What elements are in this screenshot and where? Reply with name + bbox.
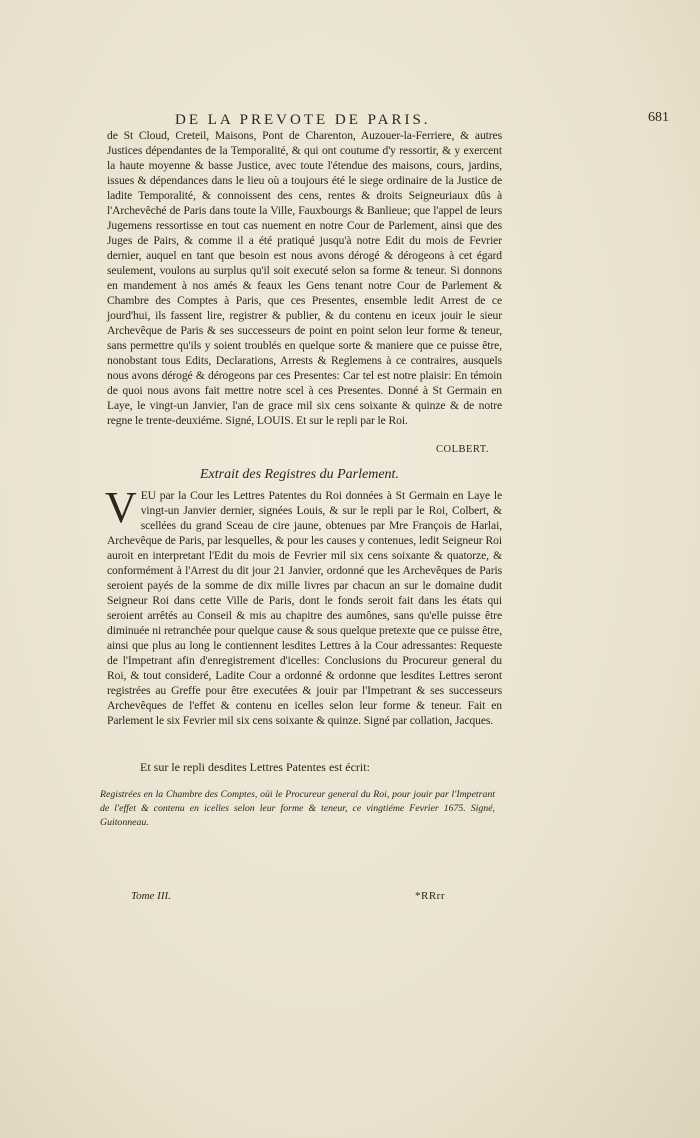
running-head: DE LA PREVOTE DE PARIS. (175, 112, 431, 128)
signature-mark: *RRrr (415, 890, 445, 902)
paragraph-parlement-text: EU par la Cour les Lettres Patentes du Roi données à St Germain en Laye le vingt-un Janvier dernier, signées Louis, & sur le repli par le Roi, Colbert, & scellées du grand Sceau de cire jaune, obtenues par Mre François de Harlai, Archevêque de Paris, par lesquelles, & pour les causes y contenues, ledit Seigneur Roi auroit en interpretant l'Edit du mois de Fevrier mil six cens soixante & quatorze, & conformément à l'Arrest du dit jour 21 Janvier, ordonné que les Archevêques de Paris seroient payés de la somme de dix mille livres par chacun an sur le domaine dudit Seigneur Roi dans cette Ville de Paris, dont le fonds seroit fait dans les états qui seroient arrêtés au Conseil & mis au chapitre des aumônes, sans qu'elle puisse être diminuée ni retranchée pour quelque cause & sous quelque pretexte que ce puisse être, ainsi que plus au long le contiennent lesdites Lettres à la Cour adressantes: Requeste de l'Impetrant afin d'enregistrement d'icelles: Conclusions du Procureur general du Roi, & tout consideré, Ladite Cour a ordonné & ordonne que lesdites Lettres seront registrées au Greffe pour être executées & jouir par l'Impetrant & ses successeurs Archevêques de l'effet & contenu en icelles selon leur forme & teneur. Fait en Parlement le six Fevrier mil six cens soixante & quinze. Signé par collation, Jacques. (107, 489, 502, 727)
signoff-colbert: COLBERT. (436, 444, 490, 455)
page-number: 681 (648, 110, 669, 125)
tome-label: Tome III. (131, 890, 171, 902)
drop-cap: V (105, 483, 137, 532)
section-title: Extrait des Registres du Parlement. (200, 467, 399, 482)
paragraph-parlement (105, 483, 502, 728)
paragraph-letters-patent: de St Cloud, Creteil, Maisons, Pont de Charenton, Auzouer-la-Ferriere, & autres Justices dépendantes de la Temporalité, & qui ont coutume d'y ressortir, & y exercent la haute moyenne & basse Justice, avec toute l'étendue des maisons, cours, jardins, issues & dépendances dans le lieu où a toujours été le siege ordinaire de la Justice de ladite Temporalité, & connoissent des cens, rentes & droits Seigneuriaux dûs à l'Archevêché de Paris dans toute la Ville, Fauxbourgs & Banlieue; que l'appel de leurs Jugemens ressortisse en tout cas nuement en notre Cour de Parlement, ainsi que des Juges de Pairs, & comme il a été pratiqué jusqu'à notre Edit du mois de Fevrier dernier, auquel en tant que besoin est nous avons dérogé & dérogeons à cet égard seulement, voulons au surplus qu'il soit executé selon sa forme & teneur. Si donnons en mandement à nos amés & feaux les Gens tenant notre Cour de Parlement & Chambre des Comptes à Paris, que ces Presentes, ensemble ledit Arrest de ce jourd'hui, ils fassent lire, registrer & publier, & du contenu en iceux jouir le sieur Archevêque de Paris & ses successeurs de point en point selon leur forme & teneur, sans permettre qu'ils y soient troublés en quelque sorte & maniere que ce puisse être, nonobstant tous Edits, Declarations, Arrests & Reglemens à ce contraires, ausquels nous avons dérogé & dérogeons par ces Presentes: Car tel est notre plaisir: En témoin de quoi nous avons fait mettre notre scel à ces Presentes. Donné à St Germain en Laye, le vingt-un Janvier, l'an de grace mil six cens soixante & quinze & de notre regne le trente-deuxiéme. Signé, LOUIS. Et sur le repli par le Roi. (107, 129, 502, 427)
registre-line: Et sur le repli desdites Lettres Patentes est écrit: (140, 760, 370, 774)
paragraph-chambre-comptes: Registrées en la Chambre des Comptes, oüi le Procureur general du Roi, pour jouir par l'Impetrant de l'effet & contenu en icelles selon leur forme & teneur, ce vingtiéme Fevrier 1675. Signé, Guitonneau. (100, 789, 495, 828)
